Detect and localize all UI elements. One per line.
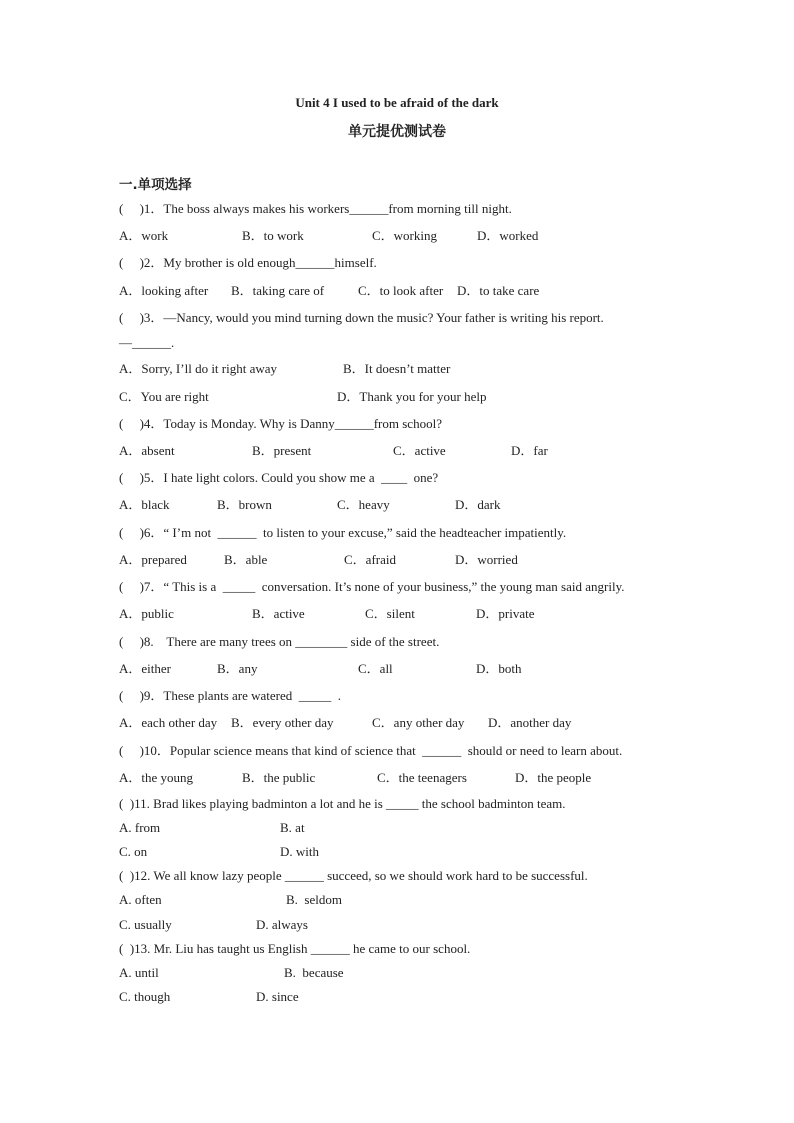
question-stem: ( )9．These plants are watered _____ .: [119, 688, 342, 703]
option-b: B. seldom: [286, 892, 342, 907]
section-heading: 一.单项选择: [119, 177, 192, 193]
option-d: D．worried: [455, 552, 518, 567]
option-d: D. with: [280, 844, 319, 859]
option-a: A．the young: [119, 770, 194, 785]
option-c: C．working: [372, 228, 438, 243]
question-stem-continued: —______.: [119, 335, 175, 350]
question-stem: ( )6．“ I’m not ______ to listen to your excuse,” said the headteacher impatiently.: [119, 525, 567, 540]
option-d: D．worked: [477, 228, 539, 243]
option-a: A．Sorry, I’ll do it right away: [119, 361, 278, 376]
question-stem: ( )1．The boss always makes his workers______from morning till night.: [119, 201, 512, 216]
option-a: A．either: [119, 661, 171, 676]
question-stem: ( )12. We all know lazy people ______ succeed, so we should work hard to be successful.: [119, 868, 588, 883]
option-b: B．active: [252, 606, 305, 621]
option-a: A. from: [119, 820, 161, 835]
option-c: C. though: [119, 989, 171, 1004]
option-a: A. until: [119, 965, 159, 980]
option-c: C. usually: [119, 917, 172, 932]
question-stem: ( )5．I hate light colors. Could you show me a ____ one?: [119, 470, 439, 485]
option-d: D. since: [256, 989, 299, 1004]
option-a: A．work: [119, 228, 169, 243]
question-stem: ( )7．“ This is a _____ conversation. It’s none of your business,” the young man said angrily.: [119, 579, 625, 594]
option-c: C．afraid: [344, 552, 396, 567]
option-c: C．all: [358, 661, 393, 676]
option-b: B. because: [284, 965, 344, 980]
option-a: A．prepared: [119, 552, 187, 567]
question-stem: ( )10．Popular science means that kind of science that ______ should or need to learn about.: [119, 743, 623, 758]
option-a: A．public: [119, 606, 174, 621]
page-title: Unit 4 I used to be afraid of the dark: [295, 95, 499, 110]
option-c: C．You are right: [119, 389, 209, 404]
option-a: A. often: [119, 892, 162, 907]
option-c: C．active: [393, 443, 446, 458]
option-c: C．silent: [365, 606, 415, 621]
option-a: A．black: [119, 497, 170, 512]
option-c: C. on: [119, 844, 148, 859]
page-subtitle: 单元提优测试卷: [348, 124, 446, 140]
option-a: A．each other day: [119, 715, 218, 730]
option-b: B. at: [280, 820, 305, 835]
option-b: B．any: [217, 661, 258, 676]
option-d: D．dark: [455, 497, 501, 512]
question-stem: ( )4．Today is Monday. Why is Danny______from school?: [119, 416, 442, 431]
option-d: D．private: [476, 606, 535, 621]
question-stem: ( )8. There are many trees on ________ side of the street.: [119, 634, 440, 649]
option-c: C．the teenagers: [377, 770, 467, 785]
option-c: C．heavy: [337, 497, 390, 512]
option-b: B．able: [224, 552, 268, 567]
option-b: B．It doesn’t matter: [343, 361, 451, 376]
option-d: D．the people: [515, 770, 592, 785]
option-d: D．Thank you for your help: [337, 389, 487, 404]
option-b: B．brown: [217, 497, 272, 512]
question-stem: ( )2．My brother is old enough______himself.: [119, 255, 377, 270]
option-b: B．to work: [242, 228, 304, 243]
option-c: C．any other day: [372, 715, 465, 730]
option-a: A．looking after: [119, 283, 209, 298]
option-d: D．another day: [488, 715, 572, 730]
question-stem: ( )13. Mr. Liu has taught us English ______ he came to our school.: [119, 941, 471, 956]
option-b: B．every other day: [231, 715, 334, 730]
option-b: B．present: [252, 443, 312, 458]
option-d: D．to take care: [457, 283, 540, 298]
option-c: C．to look after: [358, 283, 444, 298]
option-d: D. always: [256, 917, 308, 932]
option-b: B．the public: [242, 770, 316, 785]
option-b: B．taking care of: [231, 283, 325, 298]
option-d: D．both: [476, 661, 522, 676]
option-d: D．far: [511, 443, 548, 458]
question-stem: ( )11. Brad likes playing badminton a lot and he is _____ the school badminton team.: [119, 796, 566, 811]
question-stem: ( )3．—Nancy, would you mind turning down the music? Your father is writing his report.: [119, 310, 604, 325]
option-a: A．absent: [119, 443, 175, 458]
